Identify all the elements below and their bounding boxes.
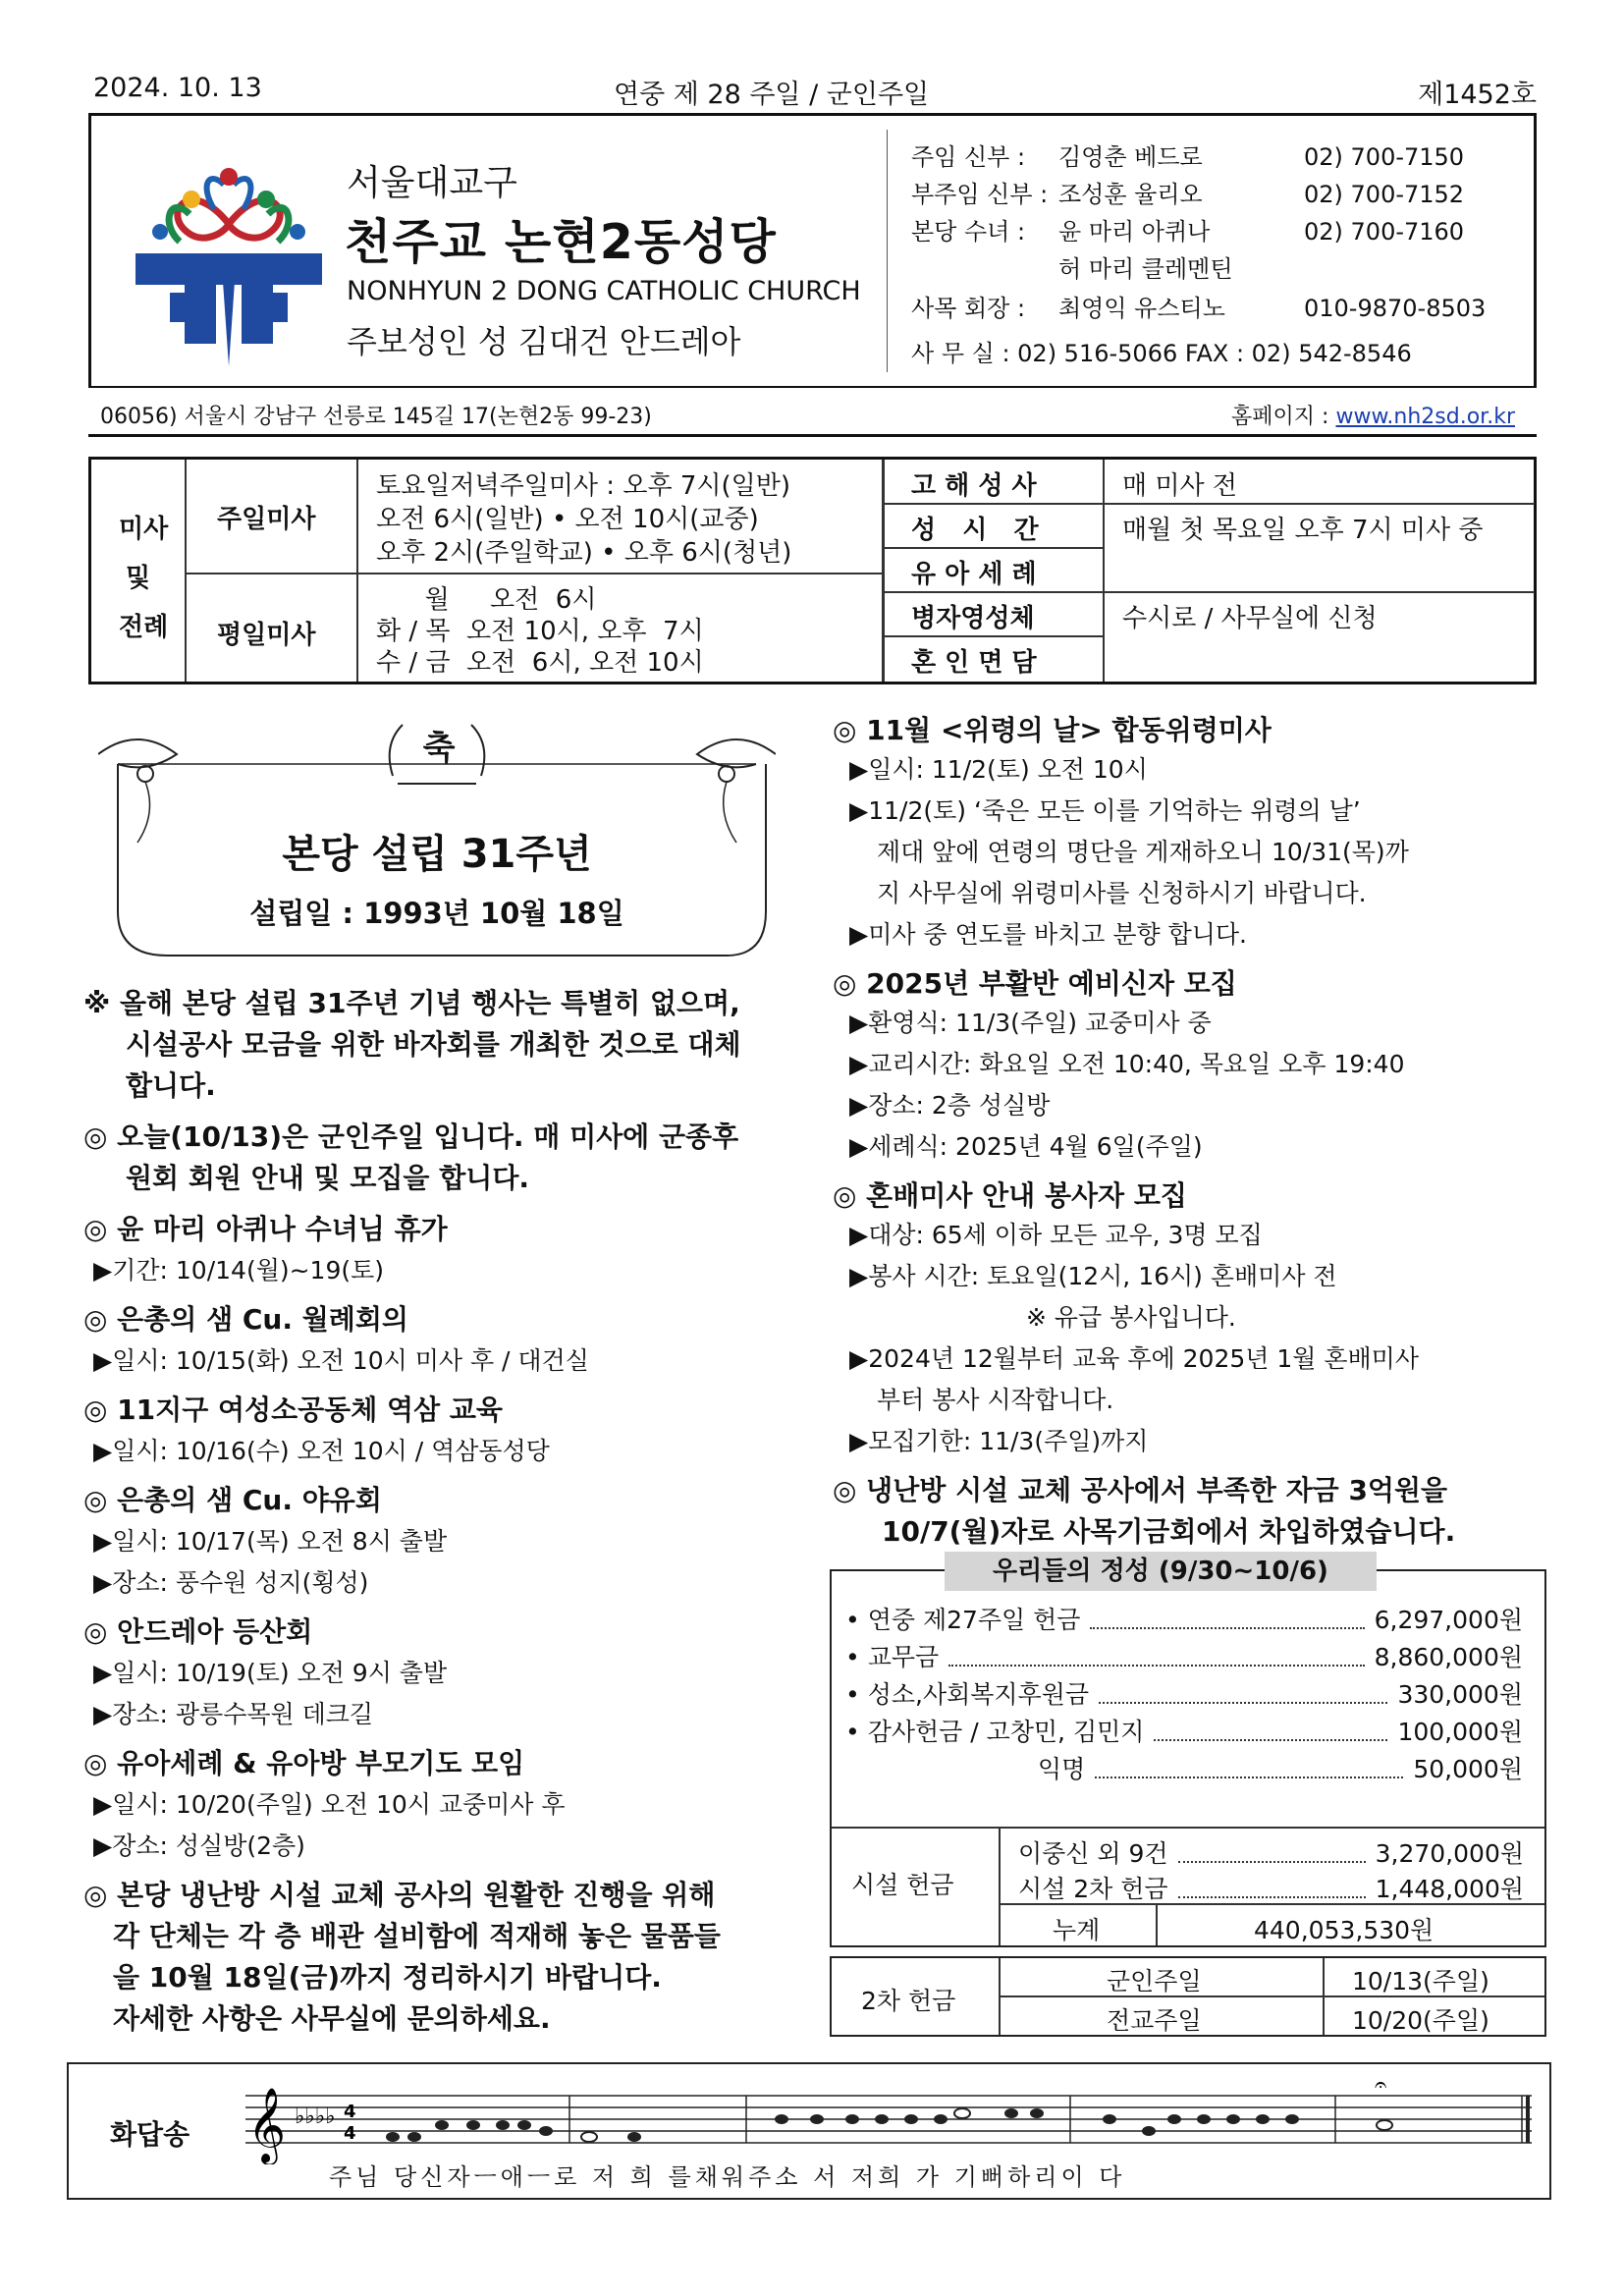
anniversary-card xyxy=(98,715,776,970)
homepage-label: 홈페이지 : xyxy=(1231,405,1329,429)
notice-detail: ▶장소: 광릉수목원 데크길 xyxy=(93,1700,374,1728)
archdiocese: 서울대교구 xyxy=(347,163,517,203)
notice-detail: ▶일시: 10/15(화) 오전 10시 미사 후 / 대건실 xyxy=(93,1346,589,1375)
facility-row: 이중신 외 9건 3,270,000원 xyxy=(1018,1839,1524,1868)
notice-heading: 각 단체는 각 층 배관 설비함에 적재해 놓은 물품들 xyxy=(113,1920,721,1952)
issue-number: 제1452호 xyxy=(1418,80,1537,110)
sacrament-label: 혼 인 면 담 xyxy=(911,648,1037,678)
notice-heading: ◎ 11지구 여성소공동체 역삼 교육 xyxy=(83,1394,503,1426)
notice-detail: ▶장소: 2층 성실방 xyxy=(849,1091,1051,1120)
notice-detail: ▶대상: 65세 이하 모든 교우, 3명 모집 xyxy=(849,1221,1263,1249)
notice-detail: ▶2024년 12월부터 교육 후에 2025년 1월 혼배미사 xyxy=(849,1344,1419,1373)
notice-heading: 원회 회원 안내 및 모집을 합니다. xyxy=(126,1162,530,1194)
staff-row: 주임 신부 : 김영춘 베드로 02) 700-7150 xyxy=(911,143,1465,171)
notice-detail: ▶일시: 10/20(주일) 오전 10시 교중미사 후 xyxy=(93,1790,566,1819)
notice-detail: ▶일시: 10/17(목) 오전 8시 출발 xyxy=(93,1527,448,1556)
issue-date: 2024. 10. 13 xyxy=(93,73,262,103)
liturgical-day: 연중 제 28 주일 / 군인주일 xyxy=(614,80,930,110)
mass-label: 미사 xyxy=(119,515,169,544)
notice-detail: ▶일시: 11/2(토) 오전 10시 xyxy=(849,755,1148,784)
svg-text:♭♭♭♭: ♭♭♭♭ xyxy=(295,2105,336,2129)
sacrament-label: 유 아 세 례 xyxy=(911,560,1037,589)
offering-row: • 연중 제27주일 헌금 6,297,000원 xyxy=(845,1606,1523,1634)
facility-row: 시설 2차 헌금 1,448,000원 xyxy=(1018,1875,1524,1903)
offering-row: • 교무금 8,860,000원 xyxy=(845,1643,1523,1671)
notice-detail: ▶일시: 10/16(수) 오전 10시 / 역삼동성당 xyxy=(93,1437,550,1465)
office-contact: 사 무 실 : 02) 516-5066 FAX : 02) 542-8546 xyxy=(911,340,1412,367)
notice-detail: ▶세례식: 2025년 4월 6일(주일) xyxy=(849,1132,1203,1161)
offerings-box xyxy=(830,1557,1546,1947)
sacrament-value: 매 미사 전 xyxy=(1122,471,1237,501)
svg-text:𝄞: 𝄞 xyxy=(247,2087,287,2162)
notice-heading: ◎ 유아세례 & 유아방 부모기도 모임 xyxy=(83,1747,525,1779)
responsorial-psalm xyxy=(67,2062,1551,2200)
sunday-mass-line: 오후 2시(주일학교) • 오후 6시(청년) xyxy=(376,538,792,568)
notice-detail: ▶미사 중 연도를 바치고 분향 합니다. xyxy=(849,920,1248,949)
notice-detail: ※ 유급 봉사입니다. xyxy=(1026,1303,1236,1332)
notice-detail: ▶교리시간: 화요일 오전 10:40, 목요일 오후 19:40 xyxy=(849,1050,1405,1078)
church-name-korean: 천주교 논현2동성당 xyxy=(345,214,777,270)
second-collection-box xyxy=(830,1956,1546,2037)
total-amount: 440,053,530원 xyxy=(1254,1916,1435,1944)
church-logo-icon xyxy=(131,155,327,366)
weekday-mass-line: 월 오전 6시 xyxy=(376,585,597,615)
notice-detail: ▶기간: 10/14(월)~19(토) xyxy=(93,1256,385,1285)
notice-heading: 10/7(월)자로 사목기금회에서 차입하였습니다. xyxy=(882,1515,1456,1548)
top-line xyxy=(93,73,1537,112)
weekday-mass-line: 수 / 금 오전 6시, 오전 10시 xyxy=(376,648,704,678)
notice-detail: ▶봉사 시간: 토요일(12시, 16시) 혼배미사 전 xyxy=(849,1262,1337,1290)
homepage-link[interactable]: www.nh2sd.or.kr xyxy=(1335,405,1515,429)
svg-text:4: 4 xyxy=(344,2102,356,2122)
anniversary-title: 본당 설립 31주년 xyxy=(282,832,592,877)
offerings-title: 우리들의 정성 (9/30~10/6) xyxy=(945,1552,1377,1591)
notice-detail: ▶11/2(토) ‘죽은 모든 이를 기억하는 위령의 날’ xyxy=(849,796,1361,825)
second-collection-date: 10/20(주일) xyxy=(1352,2006,1489,2035)
offering-row: • 감사헌금 / 고창민, 김민지 100,000원 xyxy=(845,1718,1523,1746)
notice-heading: ◎ 혼배미사 안내 봉사자 모집 xyxy=(833,1179,1187,1212)
svg-text:4: 4 xyxy=(344,2123,356,2144)
staff-row: 사목 회장 : 최영익 유스티노 010-9870-8503 xyxy=(911,295,1487,322)
notice-heading: ◎ 안드레아 등산회 xyxy=(83,1615,313,1648)
sacrament-label: 병자영성체 xyxy=(911,604,1035,633)
notice-heading: ◎ 윤 마리 아퀴나 수녀님 휴가 xyxy=(83,1213,448,1245)
music-staff-icon xyxy=(245,2076,1542,2164)
weekday-mass-line: 화 / 목 오전 10시, 오후 7시 xyxy=(376,617,704,646)
facility-offering-label: 시설 헌금 xyxy=(851,1871,954,1899)
second-collection-label: 2차 헌금 xyxy=(861,1987,956,2015)
sacrament-label: 고 해 성 사 xyxy=(911,471,1037,501)
notice-detail: ▶환영식: 11/3(주일) 교중미사 중 xyxy=(849,1009,1212,1037)
notice-heading: ◎ 2025년 부활반 예비신자 모집 xyxy=(833,967,1237,1000)
notice-detail: ▶모집기한: 11/3(주일)까지 xyxy=(849,1427,1149,1455)
second-collection-name: 전교주일 xyxy=(1107,2006,1202,2035)
patron-saint: 주보성인 성 김대건 안드레아 xyxy=(347,323,741,360)
notice-heading: 을 10월 18일(금)까지 정리하시기 바랍니다. xyxy=(113,1961,662,1994)
second-collection-name: 군인주일 xyxy=(1107,1967,1202,1995)
offering-row: • 성소,사회복지후원금 330,000원 xyxy=(845,1680,1523,1709)
notice-detail: ▶일시: 10/19(토) 오전 9시 출발 xyxy=(93,1659,448,1687)
total-label: 누계 xyxy=(1053,1916,1101,1944)
second-collection-date: 10/13(주일) xyxy=(1352,1967,1489,1995)
notice-heading: 시설공사 모금을 위한 바자회를 개최한 것으로 대체 xyxy=(126,1028,741,1061)
sunday-mass-line: 토요일저녁주일미사 : 오후 7시(일반) xyxy=(376,471,791,501)
notice-detail: 부터 봉사 시작합니다. xyxy=(877,1386,1114,1414)
celebration-badge: 축 xyxy=(422,729,456,768)
mass-label: 전례 xyxy=(119,613,169,642)
sunday-mass-line: 오전 6시(일반) • 오전 10시(교중) xyxy=(376,505,759,534)
notice-heading: ◎ 냉난방 시설 교체 공사에서 부족한 자금 3억원을 xyxy=(833,1474,1448,1506)
mass-schedule-table xyxy=(88,457,1537,684)
staff-row: 허 마리 클레멘틴 xyxy=(1058,255,1233,283)
hymn-lyrics: 주님 당신자ㅡ애ㅡ로 저 희 를채워주소 서 저희 가 기뻐하리이 다 xyxy=(329,2163,1126,2191)
staff-row: 본당 수녀 : 윤 마리 아퀴나 02) 700-7160 xyxy=(911,218,1465,246)
notice-detail: ▶장소: 풍수원 성지(횡성) xyxy=(93,1568,369,1597)
notice-heading: ◎ 은총의 샘 Cu. 야유회 xyxy=(83,1484,382,1516)
homepage xyxy=(1231,400,1515,430)
notice-heading: ◎ 11월 <위령의 날> 합동위령미사 xyxy=(833,714,1272,746)
notice-detail: 제대 앞에 연령의 명단을 게재하오니 10/31(목)까 xyxy=(877,838,1409,866)
masthead xyxy=(88,113,1537,388)
notice-heading: 합니다. xyxy=(126,1069,216,1102)
sacrament-label: 성 시 간 xyxy=(911,516,1039,545)
church-name-english: NONHYUN 2 DONG CATHOLIC CHURCH xyxy=(347,276,861,306)
offering-row: 익명 50,000원 xyxy=(1038,1755,1523,1783)
address: 06056) 서울시 강남구 선릉로 145길 17(논현2동 99-23) xyxy=(100,405,652,429)
sunday-mass-label: 주일미사 xyxy=(217,505,316,534)
staff-row: 부주임 신부 : 조성훈 율리오 02) 700-7152 xyxy=(911,181,1465,208)
anniversary-date: 설립일 : 1993년 10월 18일 xyxy=(249,897,624,930)
notice-heading: ※ 올해 본당 설립 31주년 기념 행사는 특별히 없으며, xyxy=(83,987,740,1019)
notice-heading: ◎ 본당 냉난방 시설 교체 공사의 원활한 진행을 위해 xyxy=(83,1879,716,1911)
sacrament-value: 수시로 / 사무실에 신청 xyxy=(1122,604,1378,633)
notice-heading: ◎ 은총의 샘 Cu. 월례회의 xyxy=(83,1303,408,1336)
sacrament-value: 매월 첫 목요일 오후 7시 미사 중 xyxy=(1122,516,1484,545)
mass-label: 및 xyxy=(126,564,151,593)
weekday-mass-label: 평일미사 xyxy=(217,621,316,650)
hymn-label: 화답송 xyxy=(110,2118,190,2151)
notice-detail: 지 사무실에 위령미사를 신청하시기 바랍니다. xyxy=(877,879,1367,907)
notice-heading: 자세한 사항은 사무실에 문의하세요. xyxy=(113,2002,551,2035)
notice-heading: ◎ 오늘(10/13)은 군인주일 입니다. 매 미사에 군종후 xyxy=(83,1121,739,1153)
notice-detail: ▶장소: 성실방(2층) xyxy=(93,1831,305,1860)
svg-text:𝄐: 𝄐 xyxy=(1375,2076,1387,2098)
address-bar xyxy=(88,388,1537,437)
header-divider xyxy=(887,130,888,372)
